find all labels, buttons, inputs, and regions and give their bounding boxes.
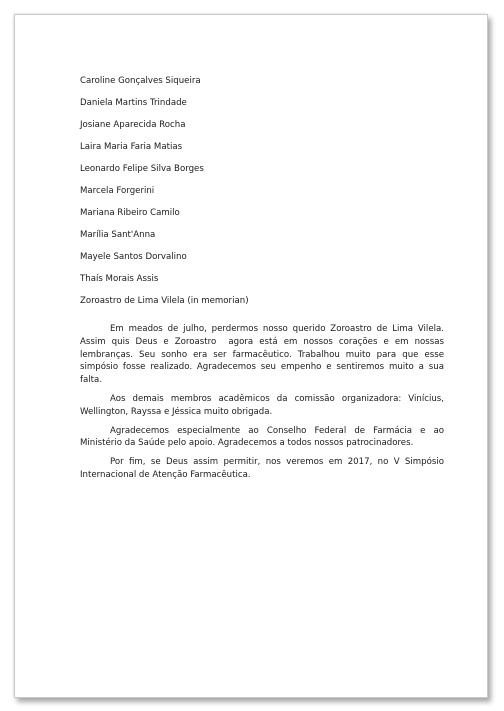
paragraph-committee-thanks: Aos demais membros acadêmicos da comissão organizadora: Vinícius, Wellington, Rayssa e Jéssica muito obrigada.: [80, 393, 447, 417]
name-entry: Thaís Morais Assis: [80, 274, 159, 284]
name-entry: Josiane Aparecida Rocha: [80, 120, 186, 130]
name-entry: Daniela Martins Trindade: [80, 98, 187, 108]
name-entry: Marcela Forgerini: [80, 186, 155, 196]
name-entry: Zoroastro de Lima Vilela (in memorian): [80, 296, 249, 306]
name-entry: Caroline Gonçalves Siqueira: [80, 76, 201, 86]
acknowledgement-text: [80, 323, 447, 488]
name-entry: Mariana Ribeiro Camilo: [80, 208, 180, 218]
name-entry: Laira Maria Faria Matias: [80, 142, 183, 152]
paragraph-closing: Por fim, se Deus assim permitir, nos veremos em 2017, no V Simpósio Internacional de Atenção Farmacêutica.: [80, 457, 447, 480]
committee-name-list: [80, 76, 444, 318]
paragraph-tribute: Em meados de julho, perdermos nosso querido Zoroastro de Lima Vilela. Assim quis Deus e Zoroastro agora está em nossos corações e em nossas lembranças. Seu sonho era ser farmacêutico. Trabalhou muito para que esse simpósio fosse realizado. Agradecemos seu empenho e sentiremos muito a sua falta.: [80, 324, 447, 386]
page-content: [80, 76, 447, 480]
name-entry: Mayele Santos Dorvalino: [80, 252, 187, 262]
document-page: [14, 14, 488, 698]
paragraph-sponsor-thanks: Agradecemos especialmente ao Conselho Federal de Farmácia e ao Ministério da Saúde pelo apoio. Agradecemos a todos nossos patrocinadores.: [80, 425, 447, 449]
name-entry: Leonardo Felipe Silva Borges: [80, 164, 204, 174]
name-entry: Marília Sant'Anna: [80, 230, 156, 240]
